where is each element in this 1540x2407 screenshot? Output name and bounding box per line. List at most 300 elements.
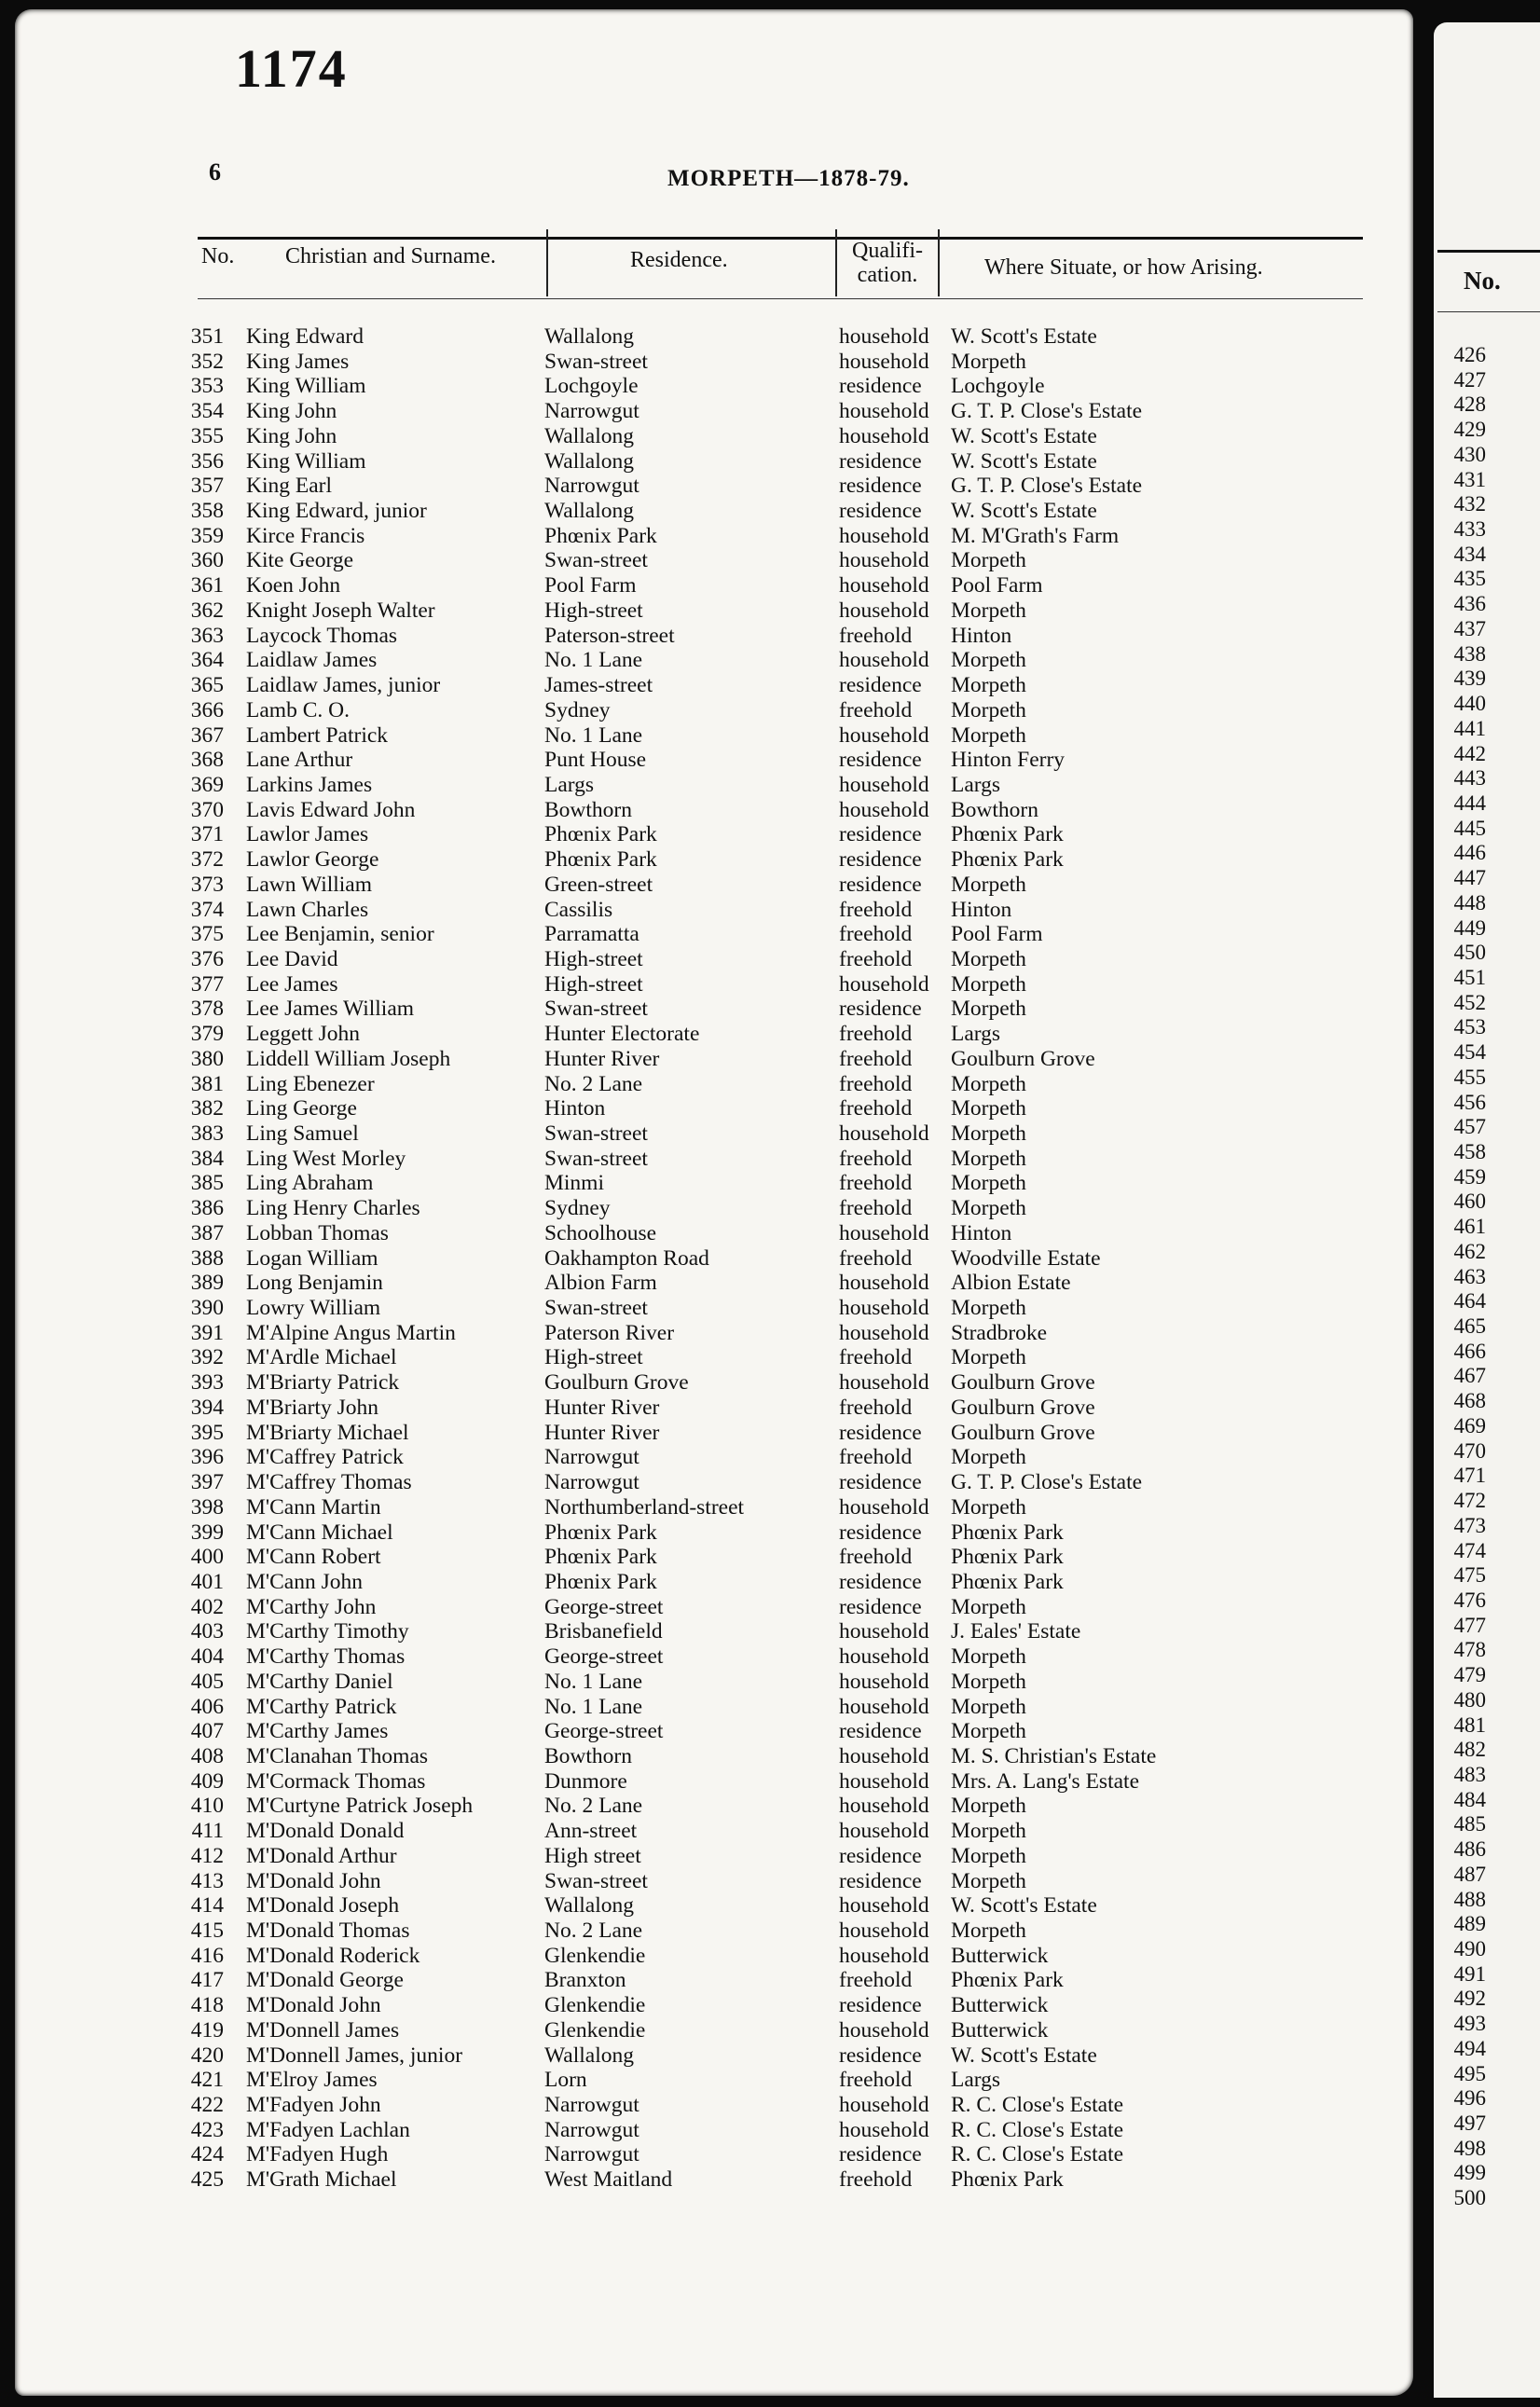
elector-name: M'Ardle Michael [246,1345,397,1370]
elector-qualification: household [839,423,929,448]
elector-qualification: residence [839,1520,922,1545]
elector-name: Ling West Morley [246,1146,406,1171]
elector-number: 392 [190,1345,224,1370]
column-header-residence: Residence. [630,248,728,272]
elector-qualification: residence [839,1420,922,1445]
table-row [15,1221,1413,1246]
facing-row-number: 495 [1453,2061,1486,2085]
elector-number: 371 [190,822,224,847]
elector-number: 367 [190,722,224,748]
elector-residence: Minmi [544,1171,604,1196]
facing-row-number: 487 [1453,1862,1486,1886]
elector-residence: Oakhampton Road [544,1245,709,1271]
qualification-location: Phœnix Park [951,1968,1064,1993]
elector-number: 395 [190,1420,224,1445]
elector-number: 353 [190,374,224,399]
elector-number: 401 [190,1569,224,1594]
elector-qualification: freehold [839,1245,913,1271]
elector-name: Ling Samuel [246,1121,359,1146]
qualification-location: Morpeth [951,1196,1026,1221]
elector-name: M'Carthy Patrick [246,1694,397,1719]
facing-row-number: 464 [1453,1289,1486,1314]
elector-qualification: household [839,2117,929,2142]
qualification-location: Morpeth [951,1868,1026,1893]
elector-qualification: household [839,349,929,374]
elector-number: 358 [190,499,224,524]
elector-number: 381 [190,1071,224,1096]
elector-number: 420 [190,2043,224,2068]
elector-residence: Phœnix Park [544,822,657,847]
elector-name: Lobban Thomas [246,1220,389,1245]
elector-number: 406 [190,1694,224,1719]
elector-qualification: household [839,1296,929,1321]
qualification-location: Phœnix Park [951,1569,1064,1594]
elector-qualification: household [839,797,929,822]
qualification-location: Stradbroke [951,1320,1048,1345]
elector-name: M'Clanahan Thomas [246,1743,429,1768]
elector-number: 422 [190,2093,224,2118]
elector-number: 417 [190,1968,224,1993]
elector-name: Ling Henry Charles [246,1196,420,1221]
elector-name: Lamb C. O. [246,697,350,722]
elector-number: 368 [190,748,224,773]
elector-name: Knight Joseph Walter [246,598,435,623]
elector-name: M'Curtyne Patrick Joseph [246,1794,474,1819]
qualification-location: Morpeth [951,1669,1026,1694]
elector-residence: George-street [544,1594,664,1619]
elector-number: 411 [191,1819,224,1844]
qualification-location: Butterwick [951,2017,1049,2043]
elector-name: Lavis Edward John [246,797,416,822]
elector-residence: High-street [544,1345,643,1370]
qualification-location: Woodville Estate [951,1245,1101,1271]
facing-numbers-list [1439,343,1486,2211]
elector-residence: James-street [544,673,653,698]
facing-row-number: 481 [1453,1712,1486,1737]
elector-number: 390 [190,1296,224,1321]
facing-row-number: 479 [1453,1663,1486,1687]
facing-row-number: 436 [1453,592,1486,616]
elector-qualification: household [839,1794,929,1819]
elector-residence: West Maitland [544,2167,673,2193]
elector-qualification: residence [839,448,922,474]
elector-residence: Parramatta [544,922,639,947]
elector-qualification: household [839,1743,929,1768]
qualification-location: M. M'Grath's Farm [951,523,1120,548]
elector-residence: Narrowgut [544,399,639,424]
elector-qualification: household [839,1320,929,1345]
elector-qualification: household [839,772,929,797]
elector-residence: Phœnix Park [544,1545,657,1570]
elector-number: 388 [190,1245,224,1271]
elector-number: 366 [190,697,224,722]
facing-row-number: 468 [1453,1389,1486,1413]
elector-name: Lawn William [246,872,373,897]
elector-qualification: household [839,1494,929,1520]
facing-row-number: 465 [1453,1314,1486,1339]
elector-name: Ling George [246,1096,357,1121]
elector-name: Kirce Francis [246,523,365,548]
elector-name: King John [246,423,337,448]
elector-residence: Swan-street [544,349,648,374]
facing-row-number: 457 [1453,1115,1486,1139]
elector-number: 374 [190,897,224,922]
elector-residence: Wallalong [544,499,634,524]
facing-row-number: 461 [1453,1215,1486,1239]
elector-name: Ling Ebenezer [246,1071,375,1096]
elector-qualification: household [839,2093,929,2118]
qualification-location: Morpeth [951,1445,1026,1470]
elector-qualification: freehold [839,1146,913,1171]
table-row [15,972,1413,997]
facing-row-number: 466 [1453,1339,1486,1363]
elector-residence: Swan-street [544,1146,648,1171]
table-row [15,898,1413,923]
facing-row-number: 477 [1453,1613,1486,1637]
qualification-location: Phœnix Park [951,1520,1064,1545]
column-divider [546,229,548,296]
facing-column-header-no: No. [1464,267,1501,295]
elector-qualification: household [839,1819,929,1844]
elector-name: M'Cann Michael [246,1520,393,1545]
elector-qualification: household [839,1220,929,1245]
elector-residence: Brisbanefield [544,1619,663,1644]
facing-row-number: 462 [1453,1239,1486,1263]
elector-number: 373 [190,872,224,897]
elector-name: M'Fadyen Hugh [246,2142,389,2167]
table-row [15,748,1413,773]
elector-residence: Phœnix Park [544,1569,657,1594]
qualification-location: Morpeth [951,1644,1026,1670]
table-row [15,873,1413,898]
facing-row-number: 458 [1453,1140,1486,1163]
elector-name: Lawlor George [246,847,379,873]
table-row [15,1794,1413,1819]
elector-residence: No. 1 Lane [544,1694,643,1719]
elector-name: M'Donald John [246,1993,381,2018]
elector-number: 405 [190,1669,224,1694]
elector-number: 423 [190,2117,224,2142]
facing-row-number: 441 [1453,716,1486,740]
table-row [15,1968,1413,1993]
elector-qualification: freehold [839,1545,913,1570]
facing-row-number: 455 [1453,1065,1486,1089]
elector-residence: Largs [544,772,595,797]
qualification-location: Largs [951,2068,1001,2093]
table-row [15,1545,1413,1570]
elector-number: 361 [190,573,224,598]
elector-number: 408 [190,1743,224,1768]
elector-number: 360 [190,548,224,573]
table-row [15,698,1413,723]
elector-number: 421 [190,2068,224,2093]
qualification-location: Bowthorn [951,797,1038,822]
elector-name: King Edward [246,324,364,349]
elector-name: M'Cann John [246,1569,364,1594]
elector-name: Long Benjamin [246,1271,383,1296]
elector-number: 387 [190,1220,224,1245]
elector-residence: Swan-street [544,1121,648,1146]
elector-qualification: freehold [839,1968,913,1993]
facing-row-number: 426 [1453,343,1486,366]
elector-residence: No. 2 Lane [544,1794,643,1819]
elector-qualification: household [839,1370,929,1396]
elector-name: Laidlaw James, junior [246,673,441,698]
elector-residence: Ann-street [544,1819,638,1844]
elector-name: Lambert Patrick [246,722,389,748]
table-row [15,1047,1413,1072]
qualification-location: Morpeth [951,1719,1026,1744]
elector-residence: No. 2 Lane [544,1071,643,1096]
elector-qualification: freehold [839,623,913,648]
elector-qualification: household [839,399,929,424]
elector-residence: Northumberland-street [544,1494,745,1520]
table-row [15,822,1413,847]
table-row [15,424,1413,449]
qualification-location: Morpeth [951,697,1026,722]
column-header-where: Where Situate, or how Arising. [984,255,1263,280]
elector-number: 370 [190,797,224,822]
table-row [15,798,1413,823]
qualification-location: W. Scott's Estate [951,423,1097,448]
elector-qualification: freehold [839,1071,913,1096]
qualification-location: Morpeth [951,722,1026,748]
qualification-location: Hinton Ferry [951,748,1066,773]
elector-qualification: residence [839,1594,922,1619]
elector-name: M'Alpine Angus Martin [246,1320,456,1345]
table-row [15,1296,1413,1321]
elector-qualification: household [839,1694,929,1719]
table-row [15,1321,1413,1346]
table-row [15,324,1413,350]
elector-number: 365 [190,673,224,698]
elector-name: M'Carthy John [246,1594,377,1619]
elector-name: M'Carthy Daniel [246,1669,393,1694]
table-row [15,2043,1413,2069]
table-row [15,1470,1413,1495]
elector-name: Lawlor James [246,822,369,847]
qualification-location: Butterwick [951,1993,1049,2018]
elector-residence: Lorn [544,2068,587,2093]
elector-number: 397 [190,1470,224,1495]
elector-qualification: freehold [839,1096,913,1121]
elector-number: 384 [190,1146,224,1171]
facing-row-number: 444 [1453,791,1486,815]
elector-qualification: household [839,648,929,673]
elector-name: M'Fadyen Lachlan [246,2117,410,2142]
qualification-location: Phœnix Park [951,2167,1064,2193]
elector-residence: Wallalong [544,2043,634,2068]
elector-qualification: freehold [839,922,913,947]
elector-number: 357 [190,474,224,499]
table-row [15,1744,1413,1769]
qualification-location: R. C. Close's Estate [951,2142,1124,2167]
facing-row-number: 432 [1453,492,1486,516]
table-row [15,1869,1413,1894]
table-row [15,1396,1413,1421]
elector-residence: High-street [544,598,643,623]
elector-qualification: household [839,2017,929,2043]
elector-number: 376 [190,946,224,971]
elector-number: 375 [190,922,224,947]
qualification-location: Morpeth [951,349,1026,374]
elector-residence: Swan-street [544,548,648,573]
qualification-location: Goulburn Grove [951,1370,1095,1396]
elector-number: 378 [190,997,224,1022]
elector-number: 413 [190,1868,224,1893]
qualification-location: Morpeth [951,946,1026,971]
table-row [15,624,1413,649]
facing-row-number: 463 [1453,1264,1486,1288]
table-row [15,524,1413,549]
elector-qualification: household [839,573,929,598]
qualification-location: W. Scott's Estate [951,499,1097,524]
elector-residence: Lochgoyle [544,374,639,399]
elector-name: King John [246,399,337,424]
elector-qualification: residence [839,2142,922,2167]
elector-qualification: freehold [839,1022,913,1047]
facing-row-number: 433 [1453,517,1486,542]
table-row [15,2167,1413,2193]
elector-residence: Wallalong [544,1893,634,1919]
table-row [15,947,1413,972]
table-row [15,548,1413,573]
facing-row-number: 453 [1453,1015,1486,1039]
facing-row-number: 427 [1453,367,1486,392]
elector-residence: Albion Farm [544,1271,657,1296]
elector-name: Laidlaw James [246,648,378,673]
elector-residence: Hunter River [544,1395,660,1420]
facing-row-number: 493 [1453,2012,1486,2036]
elector-name: Lee James [246,971,338,997]
facing-row-number: 491 [1453,1961,1486,1986]
elector-name: M'Grath Michael [246,2167,397,2193]
column-header-qualification: Qualifi-cation. [852,239,923,287]
elector-residence: Pool Farm [544,573,637,598]
elector-residence: Swan-street [544,1296,648,1321]
table-row [15,1595,1413,1620]
elector-number: 404 [190,1644,224,1670]
page-number: 6 [209,158,221,186]
table-row [15,374,1413,399]
table-row [15,1944,1413,1969]
column-header-no: No. [201,244,235,268]
table-row [15,2068,1413,2093]
elector-residence: Swan-street [544,997,648,1022]
facing-row-number: 498 [1453,2136,1486,2160]
facing-row-number: 471 [1453,1464,1486,1488]
qualification-location: Morpeth [951,1694,1026,1719]
elector-residence: Narrowgut [544,2093,639,2118]
elector-name: Ling Abraham [246,1171,374,1196]
elector-number: 355 [190,423,224,448]
qualification-location: Largs [951,772,1001,797]
table-row [15,1022,1413,1047]
qualification-location: M. S. Christian's Estate [951,1743,1157,1768]
facing-row-number: 475 [1453,1563,1486,1588]
elector-name: King Edward, junior [246,499,427,524]
qualification-location: Morpeth [951,1843,1026,1868]
qualification-location: Mrs. A. Lang's Estate [951,1768,1139,1794]
elector-number: 372 [190,847,224,873]
elector-number: 369 [190,772,224,797]
elector-qualification: household [839,1121,929,1146]
elector-qualification: household [839,523,929,548]
elector-qualification: household [839,1919,929,1943]
qualification-location: Goulburn Grove [951,1046,1095,1071]
qualification-location: Butterwick [951,1943,1049,1968]
elector-residence: Hunter River [544,1420,660,1445]
elector-residence: Glenkendie [544,2017,646,2043]
elector-residence: Punt House [544,748,647,773]
facing-row-number: 450 [1453,941,1486,965]
table-row [15,847,1413,873]
elector-qualification: household [839,598,929,623]
elector-number: 386 [190,1196,224,1221]
qualification-location: Morpeth [951,1121,1026,1146]
facing-row-number: 473 [1453,1513,1486,1537]
qualification-location: Goulburn Grove [951,1420,1095,1445]
elector-name: King Earl [246,474,333,499]
elector-name: Kite George [246,548,354,573]
column-divider [835,229,837,296]
facing-row-number: 497 [1453,2111,1486,2136]
elector-qualification: freehold [839,1395,913,1420]
table-row [15,773,1413,798]
elector-residence: Hunter Electorate [544,1022,700,1047]
qualification-location: Morpeth [951,1794,1026,1819]
elector-qualification: freehold [839,1196,913,1221]
elector-residence: Paterson River [544,1320,675,1345]
elector-number: 362 [190,598,224,623]
table-row [15,1096,1413,1121]
elector-qualification: freehold [839,697,913,722]
elector-qualification: freehold [839,1046,913,1071]
facing-row-number: 428 [1453,392,1486,417]
elector-qualification: freehold [839,946,913,971]
qualification-location: Albion Estate [951,1271,1071,1296]
elector-residence: High-street [544,946,643,971]
elector-number: 363 [190,623,224,648]
running-head: MORPETH—1878-79. [667,166,910,191]
elector-name: Leggett John [246,1022,361,1047]
qualification-location: Lochgoyle [951,374,1045,399]
table-row [15,1345,1413,1370]
electors-list [15,324,1413,2193]
elector-number: 419 [190,2017,224,2043]
table-row [15,1072,1413,1097]
elector-number: 385 [190,1171,224,1196]
qualification-location: G. T. P. Close's Estate [951,1470,1143,1495]
qualification-location: Pool Farm [951,922,1043,947]
elector-residence: Bowthorn [544,797,632,822]
elector-name: M'Caffrey Thomas [246,1470,412,1495]
elector-qualification: household [839,324,929,349]
facing-row-number: 446 [1453,841,1486,865]
elector-residence: Cassilis [544,897,613,922]
qualification-location: Morpeth [951,1494,1026,1520]
qualification-location: Morpeth [951,1594,1026,1619]
elector-qualification: residence [839,374,922,399]
elector-name: M'Donald George [246,1968,404,1993]
header-rule-top [198,237,1363,240]
table-row [15,1421,1413,1446]
facing-row-number: 447 [1453,866,1486,890]
elector-name: Koen John [246,573,341,598]
elector-qualification: freehold [839,1445,913,1470]
elector-qualification: residence [839,748,922,773]
elector-name: M'Carthy James [246,1719,389,1744]
